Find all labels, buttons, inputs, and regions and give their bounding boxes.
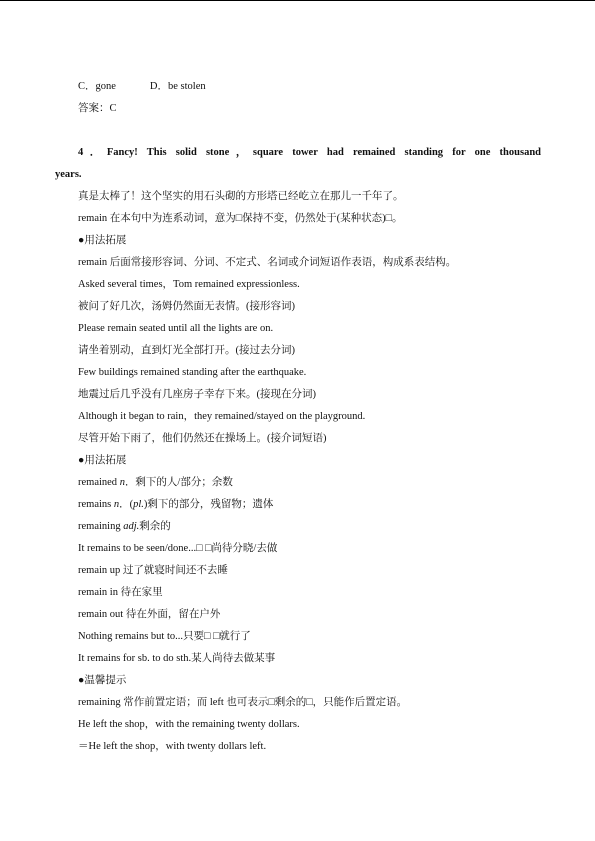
vocab-entry	[78, 476, 233, 489]
option-c: C．gone	[78, 81, 116, 92]
phrase-line: It remains for sb. to do sth.某人尚待去做某事	[78, 653, 276, 664]
vocab-word: remained	[78, 477, 120, 488]
option-d: D．be stolen	[149, 81, 206, 92]
vocab-pos: n	[119, 477, 125, 488]
text-line: remain 后面常接形容词、分词、不定式、名词或介词短语作表语，构成系表结构。	[78, 257, 457, 268]
vocab-meaning: ．(	[119, 499, 134, 510]
example-en: Please remain seated until all the lights are on.	[78, 323, 274, 334]
question-4-line1: 4．Fancy! This solid stone，square tower had remained standing for one thousand	[78, 147, 541, 158]
example-zh: 地震过后几乎没有几座房子幸存下来。(接现在分词)	[78, 389, 316, 400]
example-zh: 请坐着别动，直到灯光全部打开。(接过去分词)	[78, 345, 295, 356]
answer-line: 答案：C	[78, 103, 117, 114]
phrase-line: It remains to be seen/done...□ □尚待分晓/去做	[78, 543, 278, 554]
example-en: Although it began to rain，they remained/stayed on the playground.	[78, 411, 366, 422]
vocab-word: remaining	[78, 521, 124, 532]
vocab-word: remains	[78, 499, 114, 510]
vocab-pos: adj.	[123, 521, 140, 532]
example-zh: 尽管开始下雨了，他们仍然还在操场上。(接介词短语)	[78, 433, 327, 444]
text-line: remain 在本句中为连系动词，意为□保持不变，仍然处于(某种状态)□。	[78, 213, 403, 224]
phrase-line: Nothing remains but to...只要□ □就行了	[78, 631, 251, 642]
vocab-entry	[78, 498, 273, 511]
vocab-meaning: ．剩下的人/部分；余数	[124, 477, 233, 488]
vocab-meaning: 剩余的	[139, 521, 171, 532]
vocab-pos: n	[113, 499, 120, 510]
example-en: ＝He left the shop，with twenty dollars left.	[78, 741, 267, 752]
phrase-line: remain up 过了就寝时间还不去睡	[78, 565, 228, 576]
section-heading: ●用法拓展	[78, 235, 127, 246]
vocab-entry	[78, 520, 171, 533]
example-en: Asked several times，Tom remained expressionless.	[78, 279, 300, 290]
phrase-line: remain out 待在外面，留在户外	[78, 609, 221, 620]
options-line	[78, 80, 206, 93]
example-zh: 被问了好几次，汤姆仍然面无表情。(接形容词)	[78, 301, 295, 312]
text-line: 真是太棒了！这个坚实的用石头砌的方形塔已经屹立在那儿一千年了。	[78, 191, 404, 202]
text-line: remaining 常作前置定语；而 left 也可表示□剩余的□，只能作后置定语。	[78, 697, 408, 708]
section-heading: ●用法拓展	[78, 455, 127, 466]
example-en: Few buildings remained standing after the earthquake.	[78, 367, 307, 378]
vocab-pos: pl.	[133, 499, 144, 510]
vocab-meaning: )剩下的部分，残留物；遗体	[143, 499, 274, 510]
example-en: He left the shop，with the remaining twenty dollars.	[78, 719, 300, 730]
section-heading: ●温馨提示	[78, 675, 127, 686]
phrase-line: remain in 待在家里	[78, 587, 163, 598]
question-4-line2: years.	[55, 169, 82, 180]
